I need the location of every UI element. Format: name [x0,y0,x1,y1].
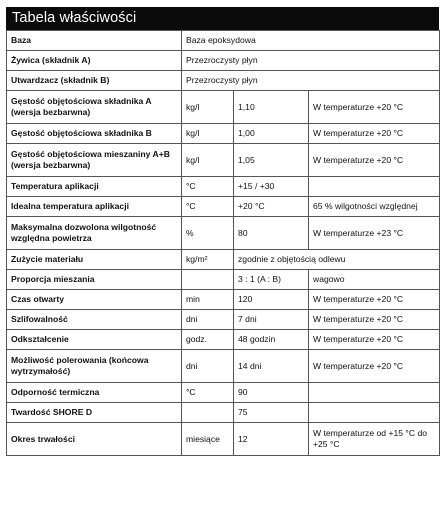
property-value: 48 godzin [234,330,309,350]
table-row [7,250,440,270]
property-note: W temperaturze +20 °C [309,144,440,177]
property-note: W temperaturze +23 °C [309,217,440,250]
table-row [7,91,440,124]
property-note: W temperaturze od +15 °C do +25 °C [309,423,440,456]
table-row [7,330,440,350]
property-note: W temperaturze +20 °C [309,124,440,144]
property-note: W temperaturze +20 °C [309,330,440,350]
property-unit: kg/m² [182,250,234,270]
property-name: Baza [7,31,182,51]
property-note: W temperaturze +20 °C [309,91,440,124]
property-name: Szlifowalność [7,310,182,330]
property-value: 14 dni [234,350,309,383]
property-value: 1,00 [234,124,309,144]
property-name: Twardość SHORE D [7,403,182,423]
property-value: +15 / +30 [234,177,309,197]
property-value: Przezroczysty płyn [182,71,440,91]
table-row [7,51,440,71]
table-row [7,71,440,91]
property-value: Baza epoksydowa [182,31,440,51]
property-name: Gęstość objętościowa składnika B [7,124,182,144]
table-row [7,310,440,330]
table-row [7,31,440,51]
properties-table-body [7,31,440,456]
property-value: 1,10 [234,91,309,124]
property-value: 12 [234,423,309,456]
table-title: Tabela właściwości [6,7,439,30]
property-value: zgodnie z objętością odlewu [234,250,440,270]
property-name: Proporcja mieszania [7,270,182,290]
properties-table [6,30,440,456]
property-unit: °C [182,177,234,197]
property-note: W temperaturze +20 °C [309,310,440,330]
property-unit: °C [182,383,234,403]
properties-table-container [6,7,439,456]
property-name: Gęstość objętościowa składnika A (wersja bezbarwna) [7,91,182,124]
property-name: Żywica (składnik A) [7,51,182,71]
property-unit [182,270,234,290]
property-note [309,177,440,197]
property-note: wagowo [309,270,440,290]
property-unit [182,403,234,423]
property-value: 75 [234,403,309,423]
property-value: 1,05 [234,144,309,177]
property-name: Okres trwałości [7,423,182,456]
property-name: Idealna temperatura aplikacji [7,197,182,217]
property-unit: godz. [182,330,234,350]
property-unit: kg/l [182,124,234,144]
property-name: Temperatura aplikacji [7,177,182,197]
property-name: Maksymalna dozwolona wilgotność względna powietrza [7,217,182,250]
table-row [7,423,440,456]
property-note: 65 % wilgotności względnej [309,197,440,217]
property-value: 7 dni [234,310,309,330]
table-row [7,124,440,144]
property-name: Czas otwarty [7,290,182,310]
property-note [309,403,440,423]
property-unit: kg/l [182,91,234,124]
property-value: 80 [234,217,309,250]
property-value: 3 : 1 (A : B) [234,270,309,290]
property-name: Możliwość polerowania (końcowa wytrzymałość) [7,350,182,383]
table-row [7,197,440,217]
table-row [7,177,440,197]
property-unit: min [182,290,234,310]
property-name: Odkształcenie [7,330,182,350]
property-value: 90 [234,383,309,403]
table-row [7,217,440,250]
table-row [7,290,440,310]
table-row [7,350,440,383]
table-row [7,403,440,423]
property-name: Utwardzacz (składnik B) [7,71,182,91]
property-note: W temperaturze +20 °C [309,350,440,383]
property-unit: kg/l [182,144,234,177]
table-row [7,383,440,403]
property-unit: miesiące [182,423,234,456]
property-value: Przezroczysty płyn [182,51,440,71]
table-row [7,144,440,177]
property-note [309,383,440,403]
property-unit: dni [182,350,234,383]
property-value: 120 [234,290,309,310]
table-row [7,270,440,290]
property-note: W temperaturze +20 °C [309,290,440,310]
property-unit: °C [182,197,234,217]
property-name: Odporność termiczna [7,383,182,403]
property-unit: dni [182,310,234,330]
property-name: Gęstość objętościowa mieszaniny A+B (wersja bezbarwna) [7,144,182,177]
property-name: Zużycie materiału [7,250,182,270]
property-unit: % [182,217,234,250]
property-value: +20 °C [234,197,309,217]
